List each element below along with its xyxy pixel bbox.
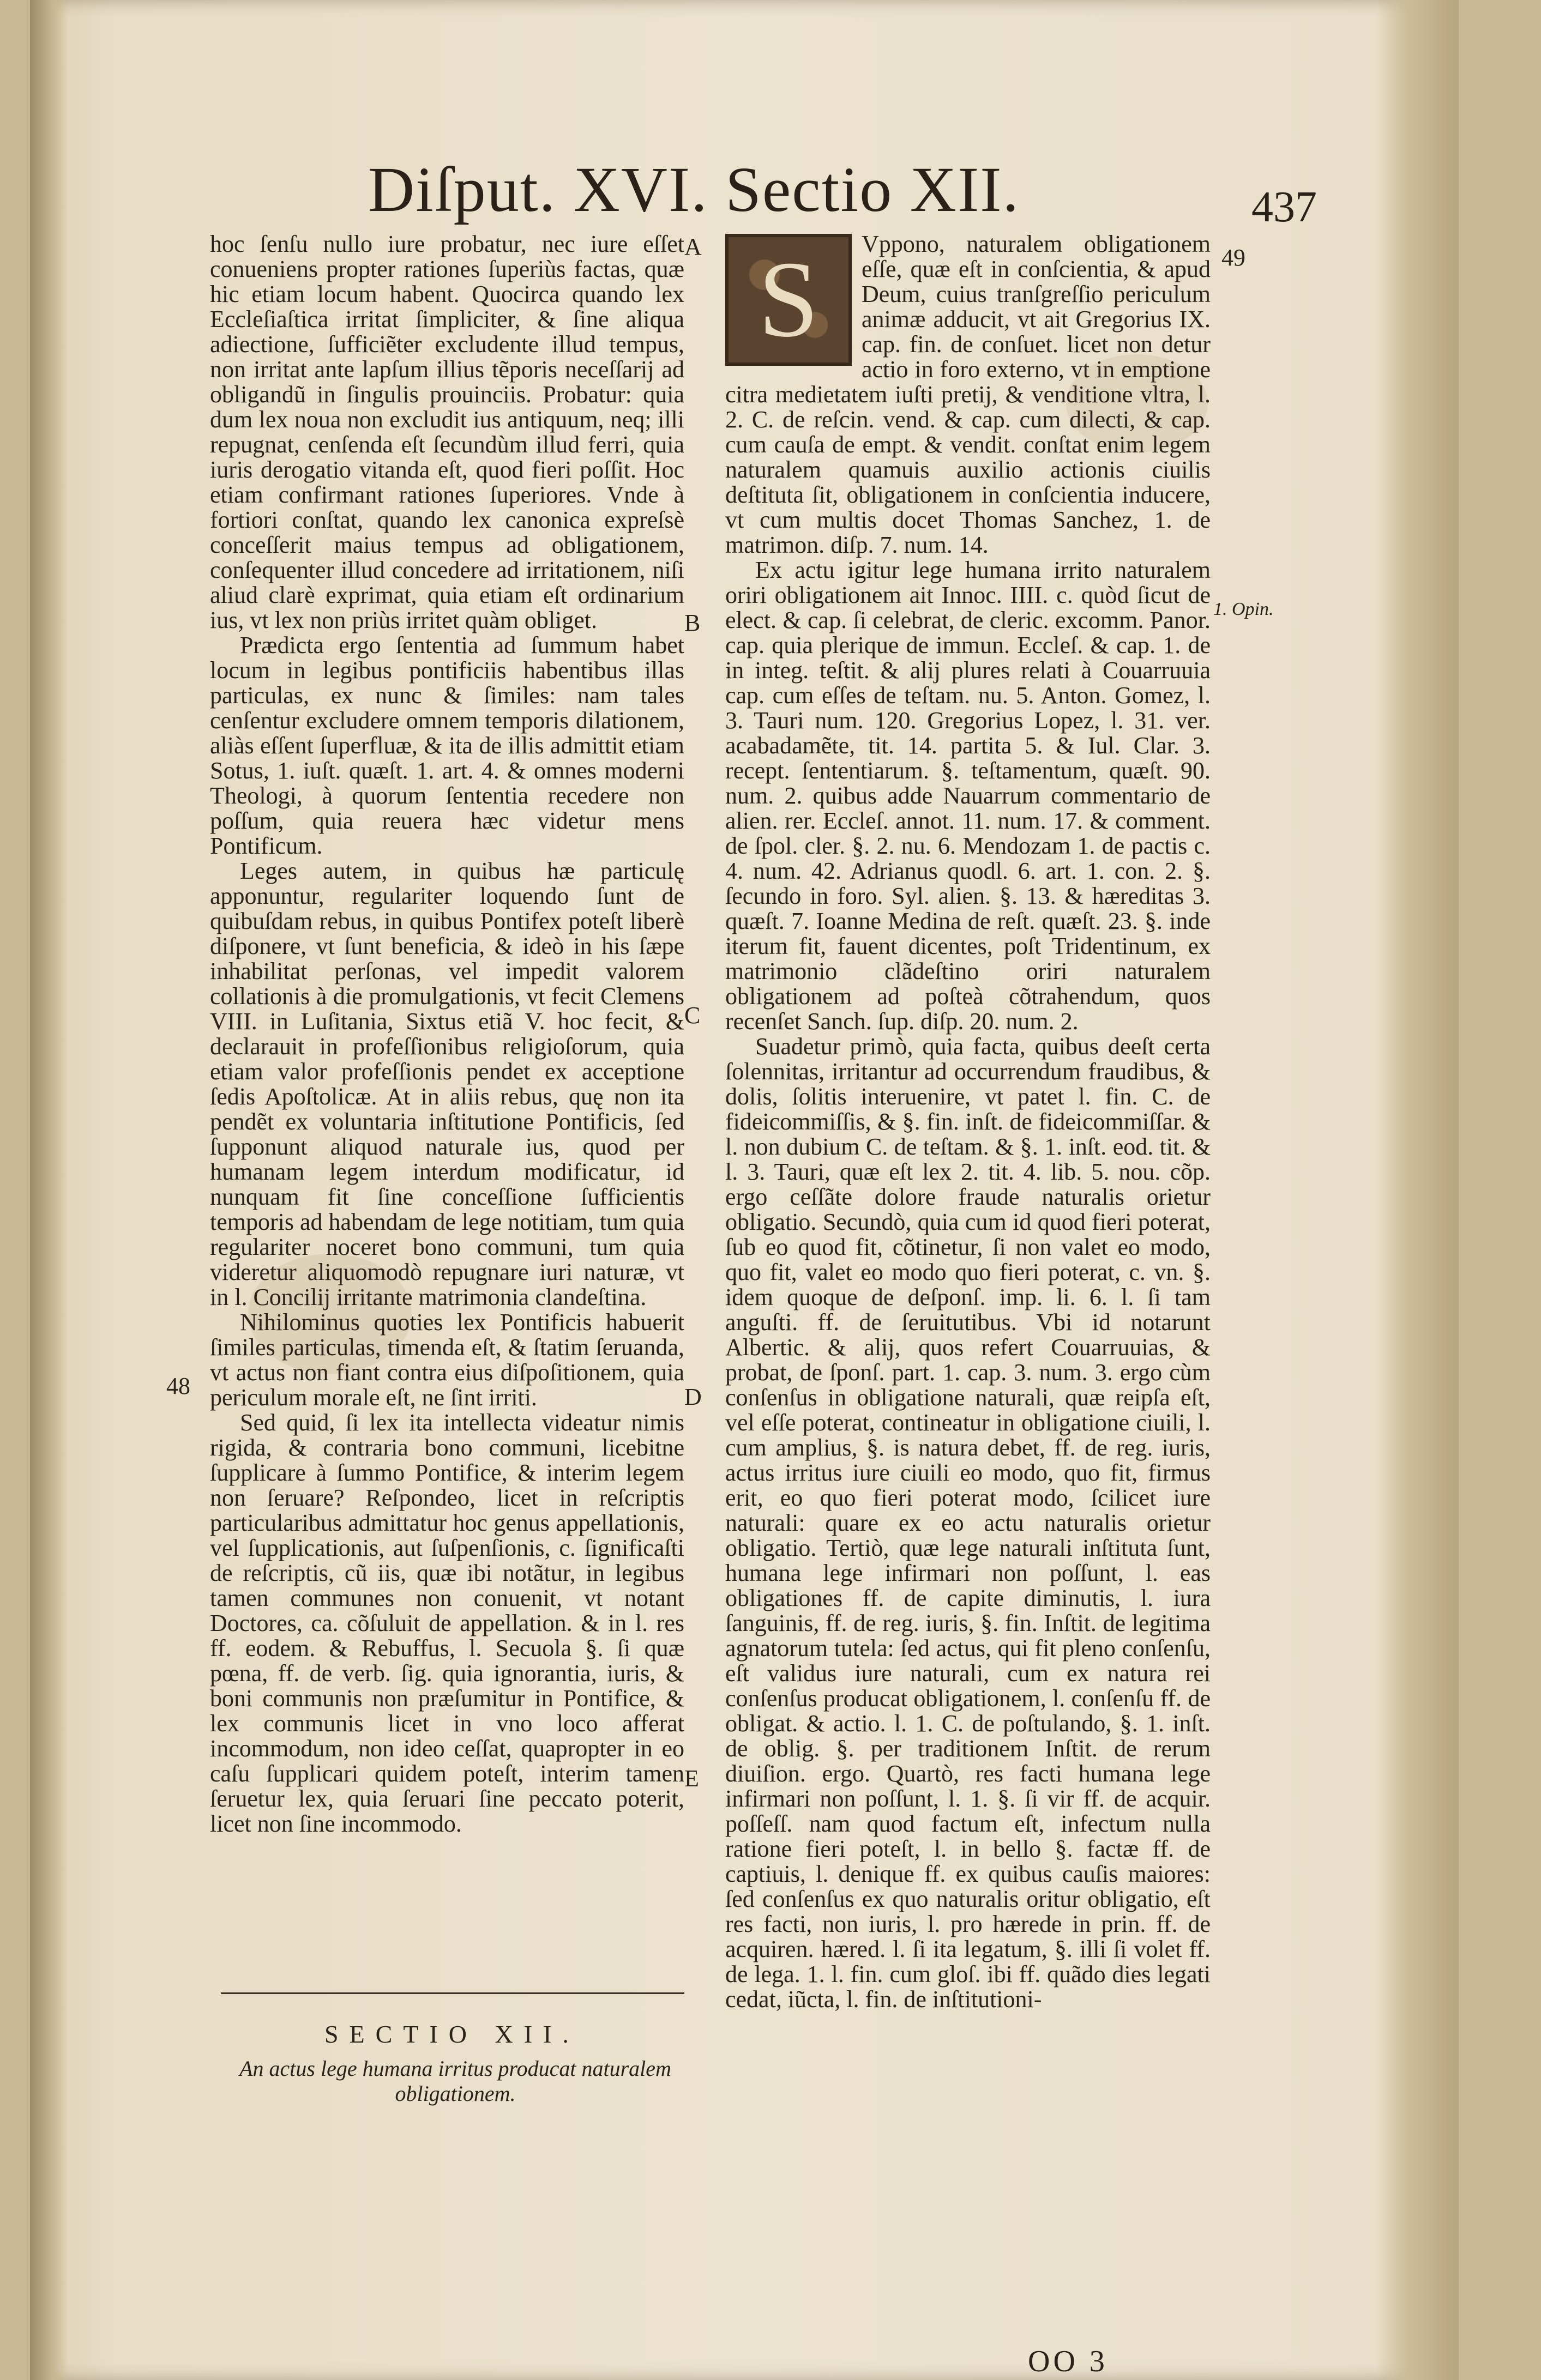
right-paragraph-1: Vppono, naturalem obligationem eſſe, quæ eſt in conſcientia, & apud Deum, cuius tranſgreſſio periculum animæ adducit, vt ait Gregorius IX. cap. fin. de conſuet. licet non detur actio in foro externo, vt in emptione citra medietatem iuſti pretij, & venditione vltra, l. 2. C. de reſcin. vend. & cap. cum dilecti, & cap. cum cauſa de empt. & vendit. conſtat enim legem naturalem quamuis auxilio actionis ciuilis deſtituta ſit, obligationem in conſcientia inducere, vt cum multis docet Thomas Sanchez, 1. de matrimon. diſp. 7. num. 14.	[725, 231, 1211, 558]
left-paragraph-2: Prædicta ergo ſententia ad ſummum habet locum in legibus pontificiis habentibus illas particulas, ex nunc & ſimiles: nam tales cenſentur excludere omnem temporis dilationem, aliàs eſſent ſuperfluæ, & ita de illis admittit etiam Sotus, 1. iuſt. quæſt. 1. art. 4. & omnes moderni Theologi, à quorum ſententia recedere non poſſum, quia reuera hæc videtur mens Pontificum.	[210, 632, 684, 859]
binding-spine	[30, 0, 68, 2380]
left-paragraph-3: Leges autem, in quibus hæ particulę apponuntur, regulariter loquendo ſunt de quibuſdam rebus, in quibus Pontifex poteſt liberè diſponere, vt ſunt beneficia, & ideò in his ſæpe inhabilitat perſonas, vel impedit valorem collationis à die promulgationis, vt fecit Clemens VIII. in Luſitania, Sixtus etiã V. hoc fecit, & declarauit in profeſſionibus religioſorum, quia etiam valor profeſſionis pendet ex acceptione ſedis Apoſtolicæ. At in aliis rebus, quę non ita pendẽt ex voluntaria inſtitutione Pontificis, ſed ſupponunt aliquod naturale ius, quod per humanam legem interdum modificatur, id nunquam fit ſine conceſſione ſufficientis temporis ad habendam de lege notitiam, tum quia regulariter noceret bono communi, tum quia videretur aliquomodò repugnare iuri naturæ, vt in l. Concilij irritante matrimonia clandeſtina.	[210, 857, 684, 1310]
page-edge	[1377, 0, 1459, 2380]
left-paragraph-1: hoc ſenſu nullo iure probatur, nec iure eſſet conueniens propter rationes ſuperiùs factas, quæ hic etiam locum habent. Quocirca quando lex Eccleſiaſtica irritat ſimpliciter, & ſine aliqua adiectione, ſufficiẽter excludente illud tempus, non irritat ante lapſum illius tẽporis neceſſarij ad obligandũ in ſingulis prouinciis. Probatur: quia dum lex noua non excludit ius antiquum, neq; illi repugnat, cenſenda eſt ſecundùm illud ferri, quia iuris derogatio vitanda eſt, quod fieri poſſit. Hoc etiam confirmant rationes ſuperiores. Vnde à fortiori conſtat, quando lex canonica expreſsè conceſſerit maius tempus ad obligationem, conſequenter illud concedere ad irritationem, niſi aliud clarè exprimat, quia etiam eſt ordinarium ius, vt lex non priùs irritet quàm obliget.	[210, 231, 684, 633]
left-column	[210, 232, 684, 2167]
right-paragraph-2: Ex actu igitur lege humana irrito naturalem oriri obligationem ait Innoc. IIII. c. quòd ſicut de elect. & cap. ſi celebrat, de cleric. excomm. Panor. cap. quia plerique de immun. Eccleſ. & cap. 1. de in integ. teſtit. & alij plures relati à Couarruuia cap. cum eſſes de teſtam. nu. 5. Anton. Gomez, l. 3. Tauri num. 120. Gregorius Lopez, l. 31. ver. acabadamẽte, tit. 14. partita 5. & Iul. Clar. 3. recept. ſententiarum. §. teſtamentum, quæſt. 90. num. 2. quibus adde Nauarrum commentario de alien. rer. Eccleſ. annot. 11. num. 17. & comment. de ſpol. cler. §. 2. nu. 6. Mendozam 1. de pactis c. 4. num. 42. Adrianus quodl. 6. art. 1. con. 2. §. ſecundo in foro. Syl. alien. §. 13. & hæreditas 3. quæſt. 7. Ioanne Medina de reſt. quæſt. 23. §. inde iterum fit, fauent dicentes, poſt Tridentinum, ex matrimonio clãdeſtino oriri naturalem obligationem ad poſteà cõtrahendum, quos recenſet Sanch. ſup. diſp. 20. num. 2.	[725, 557, 1211, 1035]
margin-letter-e: E	[684, 1765, 699, 1792]
margin-letter-d: D	[684, 1384, 702, 1410]
book-page	[30, 0, 1459, 2380]
margin-letter-a: A	[684, 233, 702, 260]
page-number: 437	[1251, 183, 1317, 231]
margin-letter-c: C	[684, 1002, 701, 1029]
margin-note-opinion: 1. Opin.	[1213, 599, 1274, 619]
right-column	[725, 232, 1211, 2358]
section-rule	[221, 1992, 684, 1994]
margin-letter-b: B	[684, 609, 701, 636]
section-title: SECTIO XII.	[324, 2020, 580, 2048]
decorated-initial: S	[725, 234, 852, 366]
left-paragraph-4: Nihilominus quoties lex Pontificis habuerit ſimiles particulas, timenda eſt, & ſtatim ſeruanda, vt actus non fiant contra eius diſpoſitionem, quia periculum morale eſt, ne ſint irriti.	[210, 1309, 684, 1411]
margin-number-49: 49	[1221, 244, 1245, 271]
signature-mark: OO 3	[1028, 2345, 1108, 2378]
margin-number-48: 48	[166, 1373, 190, 1399]
section-subtitle: An actus lege humana irritus producat naturalem obligationem.	[239, 2056, 671, 2106]
left-paragraph-5: Sed quid, ſi lex ita intellecta videatur nimis rigida, & contraria bono communi, licebitne ſupplicare à ſummo Pontifice, & interim legem non ſeruare? Reſpondeo, licet in reſcriptis particularibus admittatur hoc genus appellationis, vel ſupplicationis, aut ſuſpenſionis, c. ſignificaſti de reſcriptis, cũ iis, quæ ibi notãtur, in legibus tamen communes non conuenit, vt notant Doctores, ca. cõſuluit de appellation. & in l. res ff. eodem. & Rebuffus, l. Secuola §. ſi quæ pœna, ff. de verb. ſig. quia ignorantia, iuris, & boni communis non præſumitur in Pontifice, & lex communis licet in vno loco afferat incommodum, non ideo ceſſat, quapropter in eo caſu ſupplicari quidem poteſt, interim tamen ſeruetur lex, quia ſeruari ſine peccato poterit, licet non ſine incommodo.	[210, 1409, 684, 1837]
running-title: Diſput. XVI. Sectio XII.	[368, 154, 1020, 225]
right-paragraph-3: Suadetur primò, quia facta, quibus deeſt certa ſolennitas, irritantur ad occurrendum fraudibus, & dolis, ſolitis interuenire, vt patet l. fin. C. de fideicommiſſis, & §. fin. inſt. de fideicommiſſar. & l. non dubium C. de teſtam. & §. 1. inſt. eod. tit. & l. 3. Tauri, quæ eſt lex 2. tit. 4. lib. 5. nou. cõp. ergo ceſſãte dolore fraude naturalis orietur obligatio. Secundò, quia cum id quod fieri poterat, ſub eo quod fit, cõtinetur, ſi non valet eo modo, quo fit, valet eo modo quo fieri poterat, c. vn. §. idem quoque de deſponſ. imp. li. 6. l. ſi tam anguſti. ff. de ſeruitutibus. Vbi id notarunt Albertic. & alij, quos refert Couarruuias, & probat, de ſponſ. part. 1. cap. 3. num. 3. ergo cùm conſenſus in obligatione naturali, quæ reipſa eſt, vel eſſe poterat, contineatur in obligatione ciuili, l. cum amplius, §. is natura debet, ff. de reg. iuris, actus irritus iure ciuili eo modo, quo fit, firmus erit, eo quo fieri poterat modo, ſcilicet iure naturali: quare ex eo actu naturalis orietur obligatio. Tertiò, quæ lege naturali inſtituta ſunt, humana lege infirmari non poſſunt, l. eas obligationes ff. de capite diminutis, l. iura ſanguinis, ff. de reg. iuris, §. fin. Inſtit. de legitima agnatorum tutela: ſed actus, qui fit pleno conſenſu, eſt validus iure naturali, cum ex natura rei conſenſus producat obligationem, l. conſenſu ff. de obligat. & actio. l. 1. C. de poſtulando, §. 1. inſt. de oblig. §. per traditionem Inſtit. de rerum diuiſion. ergo. Quartò, res facti humana lege infirmari non poſſunt, l. 1. §. ſi vir ff. de acquir. poſſeſſ. nam quod factum eſt, infectum nulla ratione fieri poteſt, l. in bello §. factæ ff. de captiuis, l. denique ff. ex quibus cauſis maiores: ſed conſenſus ex quo naturalis oritur obligatio, eſt res facti, non iuris, l. pro hærede in prin. ff. de acquiren. hæred. l. ſi ita legatum, §. illi ſi volet ff. de lega. 1. l. fin. cum gloſ. ibi ff. quãdo dies legati cedat, iũcta, l. fin. de inſtitutioni-	[725, 1033, 1211, 2013]
